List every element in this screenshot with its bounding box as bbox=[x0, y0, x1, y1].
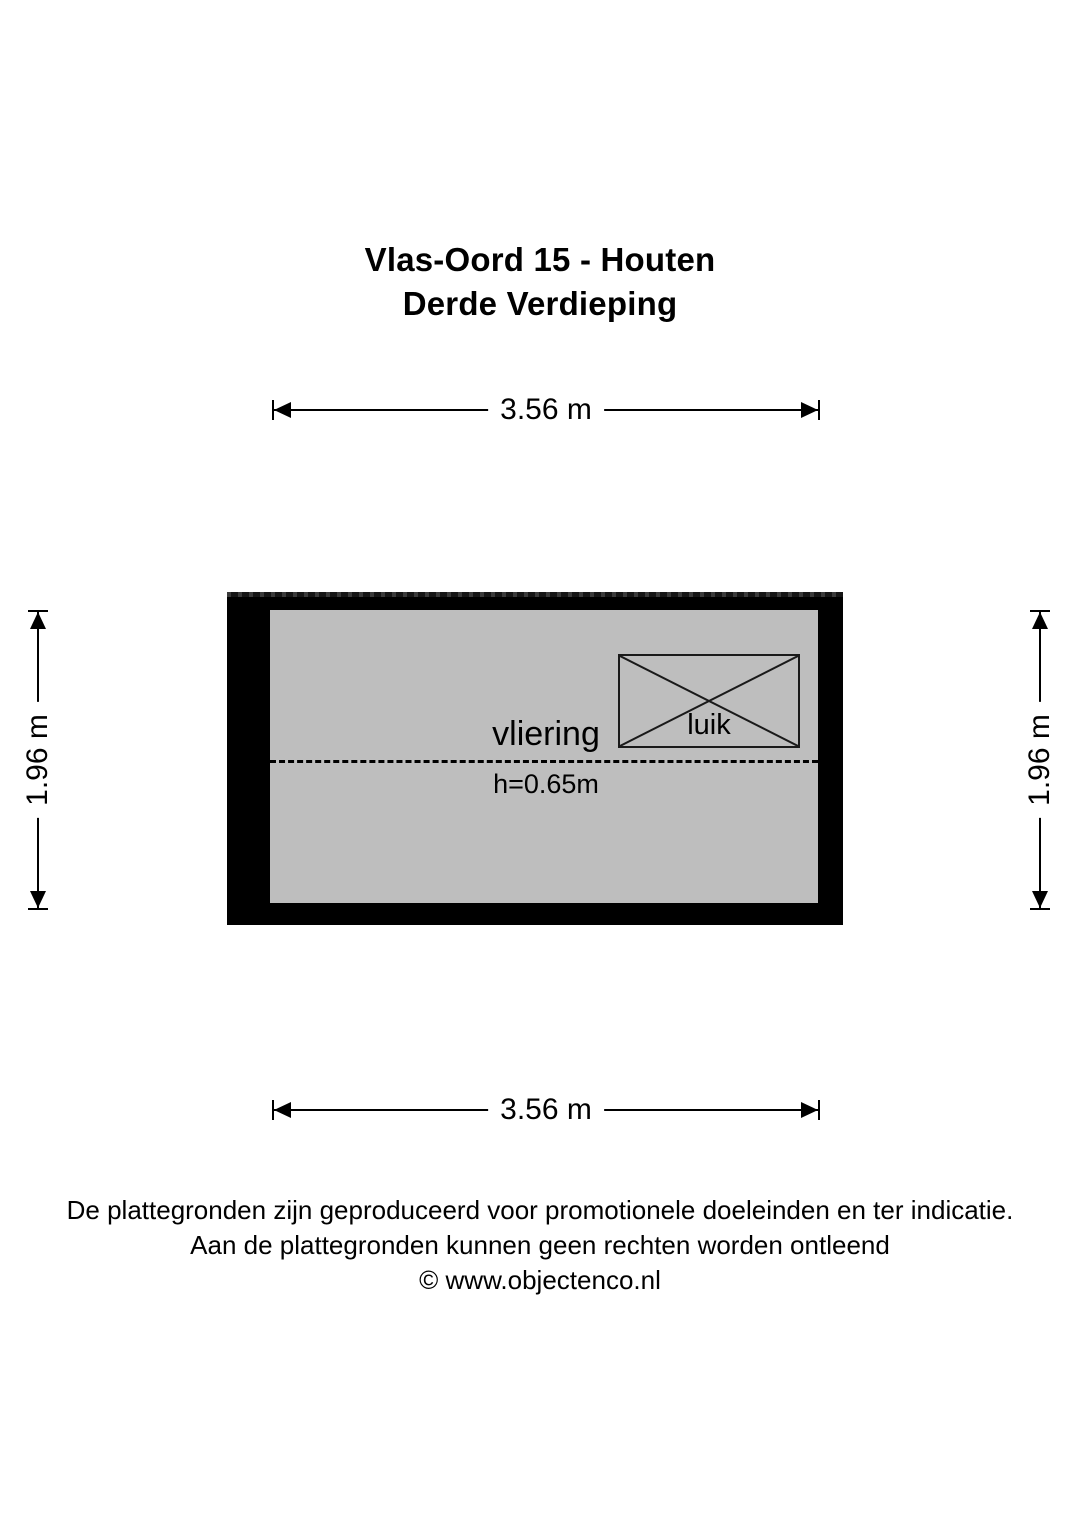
arrow-left-icon bbox=[274, 1102, 291, 1118]
page-title bbox=[0, 238, 1080, 326]
arrow-right-icon bbox=[801, 402, 818, 418]
copyright-line: © www.objectenco.nl bbox=[419, 1265, 661, 1295]
room-height-label: h=0.65m bbox=[493, 769, 599, 799]
dimension-top-label: 3.56 m bbox=[488, 392, 604, 428]
arrow-left-icon bbox=[274, 402, 291, 418]
floor-name: Derde Verdieping bbox=[402, 285, 678, 322]
disclaimer-line-1: De plattegronden zijn geproduceerd voor promotionele doeleinden en ter indicatie. bbox=[66, 1195, 1014, 1225]
dimension-tick-bottom bbox=[28, 908, 48, 910]
disclaimer-line-2: Aan de plattegronden kunnen geen rechten worden ontleend bbox=[190, 1230, 890, 1260]
dimension-tick-right bbox=[818, 400, 820, 420]
dimension-left bbox=[20, 604, 56, 916]
arrow-up-icon bbox=[30, 612, 46, 629]
luik-hatch-box bbox=[618, 654, 800, 748]
disclaimer bbox=[0, 1193, 1080, 1298]
arrow-up-icon bbox=[1032, 612, 1048, 629]
dimension-right bbox=[1022, 604, 1058, 916]
arrow-down-icon bbox=[1032, 891, 1048, 908]
knee-wall-dashed-line bbox=[270, 760, 818, 763]
dimension-left-label: 1.96 m bbox=[20, 702, 56, 818]
dimension-bottom bbox=[266, 1092, 826, 1128]
dimension-tick-right bbox=[818, 1100, 820, 1120]
room-name-label: vliering bbox=[492, 715, 600, 753]
dimension-tick-bottom bbox=[1030, 908, 1050, 910]
room-vliering bbox=[270, 610, 818, 903]
wall-hatch-pattern bbox=[227, 592, 843, 597]
floorplan-drawing bbox=[227, 592, 843, 925]
arrow-right-icon bbox=[801, 1102, 818, 1118]
dimension-top bbox=[266, 392, 826, 428]
property-address: Vlas-Oord 15 - Houten bbox=[364, 241, 716, 278]
arrow-down-icon bbox=[30, 891, 46, 908]
dimension-bottom-label: 3.56 m bbox=[488, 1092, 604, 1128]
luik-label: luik bbox=[687, 709, 731, 741]
dimension-right-label: 1.96 m bbox=[1022, 702, 1058, 818]
